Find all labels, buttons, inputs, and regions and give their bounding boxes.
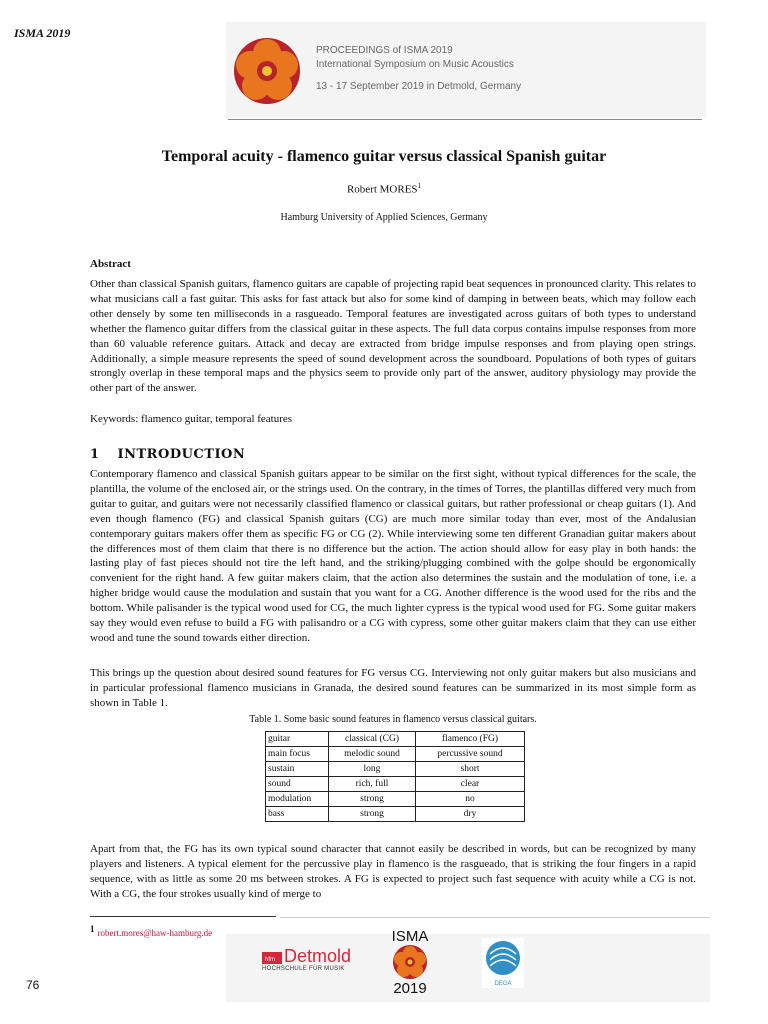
table-cell: rich, full xyxy=(329,777,416,792)
table-cell: bass xyxy=(266,807,329,822)
affiliation: Hamburg University of Applied Sciences, Germany xyxy=(280,212,488,223)
dega-label: DEGA xyxy=(494,981,512,987)
footnote-mark: 1 xyxy=(90,924,95,934)
keywords: Keywords: flamenco guitar, temporal features xyxy=(90,413,293,425)
intro-paragraph-3: Apart from that, the FG has its own typical sound character that cannot easily be described in words, but can be recognized by many players and listeners. A typical element for the percussive play in flamenco is the rasgueado, that is striking the four fingers in a rapid sequence, with as little as some 20 ms between strokes. A FG is expected to project such fast sequence with acuity while a CG is not. With a CG, the four strokes usually kind of merge to xyxy=(90,843,696,900)
banner-date: 13 - 17 September 2019 in Detmold, Germany xyxy=(316,81,522,92)
svg-text:hfm: hfm xyxy=(265,957,276,963)
author-name: Robert MORES xyxy=(346,183,418,196)
table-cell: no xyxy=(416,792,525,807)
table-cell: long xyxy=(329,762,416,777)
table-row xyxy=(266,762,525,777)
table-cell: dry xyxy=(416,807,525,822)
table-cell: clear xyxy=(416,777,525,792)
table-row xyxy=(266,777,525,792)
section-heading xyxy=(90,447,245,462)
abstract-heading: Abstract xyxy=(90,258,131,270)
section-title: INTRODUCTION xyxy=(117,447,246,462)
footnote xyxy=(90,924,212,938)
table-cell: guitar xyxy=(266,732,329,747)
banner-text xyxy=(316,44,521,94)
intro-paragraph-2: This brings up the question about desired sound features for FG versus CG. Interviewing not only guitar makers but also musicians and in particular professional flamenco musicians in Granada, the desired sound features can be summarized in its most simple form as shown in Table 1. xyxy=(90,667,696,709)
table-cell: main focus xyxy=(266,747,329,762)
table-cell: percussive sound xyxy=(416,747,525,762)
isma-rose-logo-icon xyxy=(232,36,302,106)
table-header-row xyxy=(266,732,525,747)
isma-rose-small-icon xyxy=(390,944,430,980)
table-row xyxy=(266,747,525,762)
author-line xyxy=(0,182,768,196)
table-cell: short xyxy=(416,762,525,777)
banner-line-1: PROCEEDINGS of ISMA 2019 xyxy=(316,45,453,56)
table-cell: modulation xyxy=(266,792,329,807)
footnote-rule xyxy=(90,916,276,917)
table-cell: sustain xyxy=(266,762,329,777)
intro-paragraph-1: Contemporary flamenco and classical Spanish guitars appear to be similar on the first sight, without typical differences for the scale, the plantilla, the volume of the enclosed air, or the strings used. On the contrary, in the times of Torres, the plantillas differed very much from guitar to guitar, and guitars were not necessarily classified flamenco or classical guitars, but rather professional or cheap guitars (1). And even though flamenco (FG) and classical Spanish guitars (CG) are much more similar today than ever, most of the Andalusian contemporary guitars makers offer them as specific FG or CG (2). While interviewing some ten different Granadian guitar makers about the differences most of them claim that there is no difference but the action. The action should allow for easy play in both hands: the lasting play of fast pieces should not tire the left hand, and the striking/plugging combined with the golpe should be ergonomically convenient for the right hand. A few guitar makers claim, that the action also determines the sustain and the modulation of tone, i.e. a higher bridge would cause the modulation and sustain that you want for a CG. Another difference is the wood used for the ribs and the bottom. While palisander is the typical wood used for CG, the much lighter cypress is the typical wood used for FG. Some guitar makers say they would even refuse to build a FG with palisandro or a CG with cypress, some other guitar makers claim that they can use either wood and tune the sound towards either direction. xyxy=(90,468,696,644)
table-row xyxy=(266,807,525,822)
table-cell: melodic sound xyxy=(329,747,416,762)
section-number: 1 xyxy=(90,447,100,462)
header-divider xyxy=(228,119,702,120)
table-cell: classical (CG) xyxy=(329,732,416,747)
abstract-text: Other than classical Spanish guitars, flamenco guitars are capable of projecting rapid beat sequences in pronounced clarity. This relates to what musicians call a fast guitar. This asks for fast attack but also for some kind of damping in between beats, which may follow each other densely by some ten milliseconds in a rasgueado. Temporal features are investigated across guitars of both types to understand whether the flamenco guitar differs from the classical guitar in these aspects. The full data corpus contains impulse responses from more than 60 valuable reference guitars. Attack and decay are extracted from bridge impulse responses and from playing open strings. Additionally, a simple measure represents the speed of sound development across the soundboard. Populations of both types of guitars strongly overlap in these temporal maps and the physics seem to provide only part of the answer, auditory physiology may provide the other part of the answer. xyxy=(90,278,696,395)
table-cell: flamenco (FG) xyxy=(416,732,525,747)
author-footnote-mark: 1 xyxy=(417,182,422,190)
sound-features-table xyxy=(265,731,525,822)
footer-year-label: 2019 xyxy=(393,980,427,997)
table-cell: strong xyxy=(329,792,416,807)
table-row xyxy=(266,792,525,807)
detmold-wordmark: Detmold xyxy=(284,946,352,966)
table-caption: Table 1. Some basic sound features in flamenco versus classical guitars. xyxy=(249,714,537,725)
running-header: ISMA 2019 xyxy=(14,26,71,40)
author-email-link[interactable]: robert.mores@haw-hamburg.de xyxy=(97,928,213,938)
table-cell: strong xyxy=(329,807,416,822)
page-number: 76 xyxy=(26,978,40,992)
footer-divider xyxy=(280,917,710,918)
table-cell: sound xyxy=(266,777,329,792)
paper-title: Temporal acuity - flamenco guitar versus classical Spanish guitar xyxy=(161,148,607,165)
footer-isma-label: ISMA xyxy=(391,928,429,945)
dega-logo-icon xyxy=(482,938,524,988)
detmold-subtitle: HOCHSCHULE FÜR MUSIK xyxy=(262,966,345,972)
detmold-hfm-logo-icon xyxy=(262,952,282,964)
banner-line-2: International Symposium on Music Acoustics xyxy=(316,59,514,70)
